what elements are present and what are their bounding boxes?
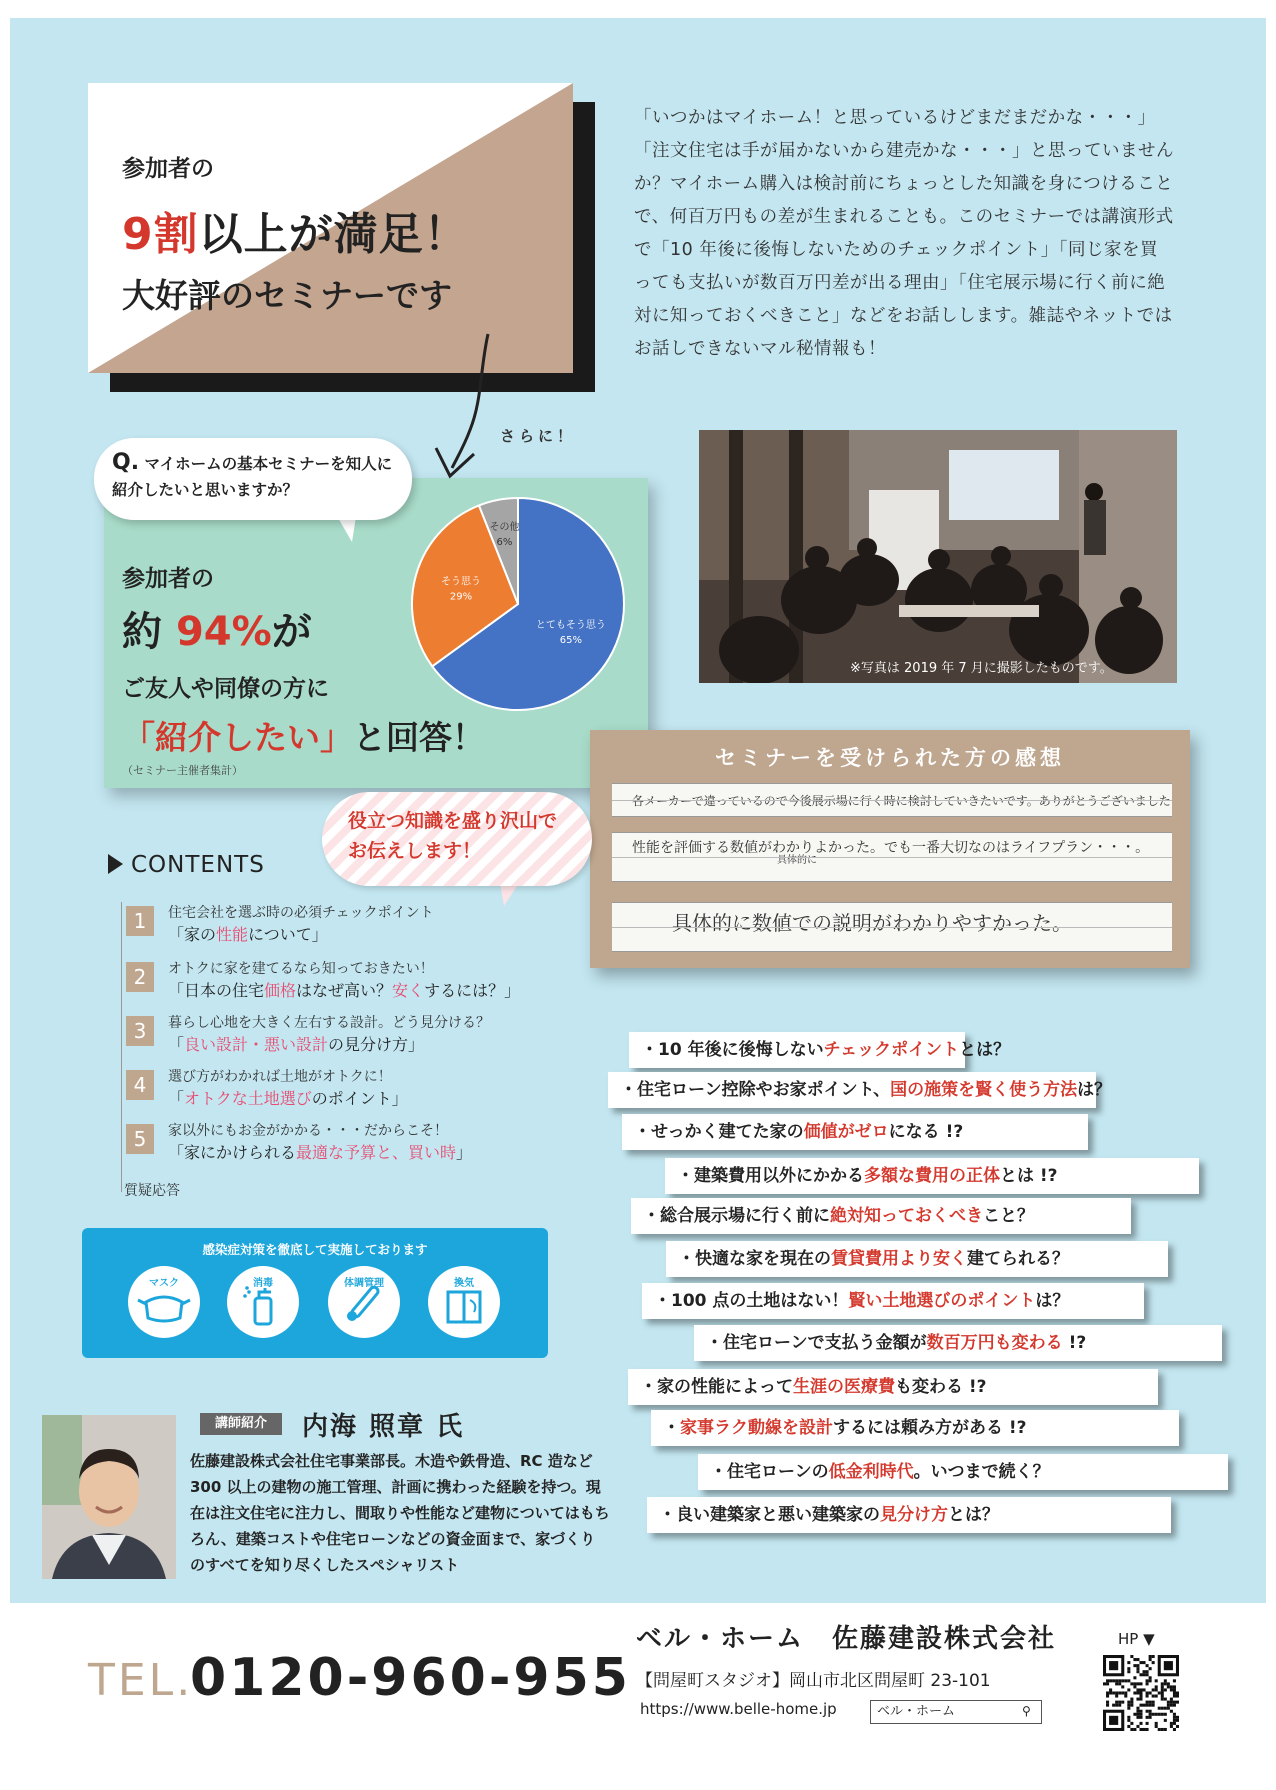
checklist-item <box>642 1283 1144 1319</box>
result-accent: 「紹介したい」 <box>122 718 353 757</box>
sanitizer-label: 消毒 <box>253 1278 273 1289</box>
contents-title-part: オトクな土地選び <box>184 1089 312 1108</box>
contents-divider <box>121 902 122 1192</box>
feedback-title: セミナーを受けられた方の感想 <box>715 746 1065 770</box>
qa-label: 質疑応答 <box>124 1183 180 1199</box>
company-address: 【問屋町スタジオ】岡山市北区問屋町 23-101 <box>636 1671 991 1691</box>
contents-title-part: のポイント」 <box>311 1089 408 1108</box>
contents-title-part: 性能 <box>216 925 249 944</box>
checklist-item-part: ・ <box>663 1418 680 1438</box>
lecturer-name: 内海 照章 氏 <box>302 1412 465 1442</box>
checklist-item-part: ・100 点の土地はない！ <box>654 1291 849 1311</box>
hp-label: HP ▼ <box>1118 1630 1155 1648</box>
pie-slice-value: 29% <box>449 591 473 603</box>
checklist-item <box>666 1241 1168 1277</box>
checklist-item-part: 建てられる？ <box>967 1249 1069 1269</box>
feedback-item-3: 具体的に数値での説明がわかりやすかった。 <box>612 902 1172 952</box>
contents-title <box>168 922 328 945</box>
checklist-item-part: は？ <box>1035 1291 1070 1311</box>
contents-title <box>168 1086 408 1109</box>
seminar-photo <box>699 430 1177 683</box>
contents-title-part: 最適な予算と、買い時 <box>296 1143 457 1162</box>
checklist-item-part: 生涯の医療費 <box>793 1377 895 1397</box>
contents-heading <box>108 852 265 878</box>
contents-subtitle: 選び方がわかれば土地がオトクに！ <box>168 1069 392 1085</box>
company-url[interactable]: https://www.belle-home.jp <box>640 1700 837 1718</box>
feedback-item-2-note: 具体的に <box>777 855 817 866</box>
checklist-item <box>651 1410 1179 1446</box>
headline-line1: 参加者の <box>122 156 214 182</box>
contents-subtitle: 住宅会社を選ぶ時の必須チェックポイント <box>168 905 434 921</box>
checklist-item <box>608 1072 1112 1108</box>
checklist-item-part: 。いつまで続く？ <box>913 1462 1050 1482</box>
result-pre: 約 <box>122 609 176 655</box>
photo-caption: ※写真は 2019 年 7 月に撮影したものです。 <box>850 661 1113 676</box>
checklist-item-part: ・総合展示場に行く前に <box>643 1206 830 1226</box>
checklist-item <box>665 1158 1199 1194</box>
checklist-item-part: とは？ <box>959 1040 1011 1060</box>
feedback-item-1: 各メーカーで違っているので今後展示場に行く時に検討していきたいです。ありがとうございました <box>612 783 1172 817</box>
search-box[interactable]: ベル・ホーム <box>870 1700 1042 1724</box>
contents-subtitle: オトクに家を建てるなら知っておきたい！ <box>168 961 434 977</box>
lecturer-bio: 佐藤建設株式会社住宅事業部長。木造や鉄骨造、RC 造など 300 以上の建物の施工管理、計画に携わった経験を持つ。現在は注文住宅に注力し、間取りや性能など建物についてはもちろん、建築コストや住宅ローンなどの資金面まで、家づくりのすべてを知り尽くしたスペシャリスト <box>190 1452 610 1574</box>
contents-title-part: はなぜ高い？ <box>296 981 393 1000</box>
headline-accent: 9割 <box>122 209 199 260</box>
checklist-item <box>622 1114 1088 1150</box>
contents-title-part: 「 <box>168 1035 185 1054</box>
headline-line2 <box>122 198 469 262</box>
play-triangle-icon <box>108 854 123 874</box>
contents-title <box>168 978 520 1001</box>
checklist-item-part: 国の施策を賢く使う方法 <box>890 1080 1078 1100</box>
checklist-item-part: ・建築費用以外にかかる <box>677 1166 864 1186</box>
checklist-item-part: ・10 年後に後悔しない <box>641 1040 824 1060</box>
pie-slice-value: 65% <box>559 634 583 646</box>
checklist-item-part: 数百万円も変わる <box>926 1333 1063 1353</box>
checklist-item-part: 見分け方 <box>880 1505 948 1525</box>
checklist-item-part: ・せっかく建てた家の <box>634 1122 804 1142</box>
info-bubble-text <box>348 806 588 866</box>
checklist-item-part: になる !? <box>888 1122 964 1142</box>
contents-title-part: 「家にかけられる <box>168 1143 297 1162</box>
checklist-item-part: 絶対知っておくべき <box>830 1206 983 1226</box>
checklist-item-part: ・快適な家を現在の <box>678 1249 831 1269</box>
contents-heading-label: CONTENTS <box>131 852 265 878</box>
company-name: ベル・ホーム 佐藤建設株式会社 <box>636 1624 1057 1654</box>
extra-label: さらに！ <box>500 427 577 445</box>
lecturer-avatar <box>42 1415 176 1579</box>
qr-code[interactable] <box>1103 1655 1179 1731</box>
result-line2 <box>122 600 312 657</box>
contents-title <box>168 1032 424 1055</box>
contents-number: 5 <box>126 1124 154 1154</box>
pie-chart <box>408 494 628 714</box>
checklist-item-part: 家事ラク動線を設計 <box>680 1418 833 1438</box>
contents-title-part: 良い設計・悪い設計 <box>184 1035 329 1054</box>
checklist-item-part: ・住宅ローンで支払う金額が <box>706 1333 927 1353</box>
contents-title-part: 「 <box>168 1089 185 1108</box>
result-line1: 参加者の <box>122 566 214 592</box>
checklist-item-part: ・住宅ローンの <box>710 1462 829 1482</box>
contents-title-part: 「日本の住宅 <box>168 981 265 1000</box>
contents-subtitle: 暮らし心地を大きく左右する設計。どう見分ける？ <box>168 1015 490 1031</box>
result-line4 <box>122 712 485 759</box>
result-tail: と回答！ <box>353 718 485 757</box>
question-text <box>112 450 402 503</box>
checklist-item-part: 賢い土地選びのポイント <box>848 1291 1036 1311</box>
checklist-item-part: 賃貸費用より安く <box>831 1249 967 1269</box>
question-mark: Q. <box>112 450 140 475</box>
contents-title-part: 「家の <box>168 925 217 944</box>
feedback-item-2-text: 性能を評価する数値がわかりよかった。でも一番大切なのはライフプラン・・・。 <box>632 840 1150 856</box>
down-arrow-icon <box>430 330 510 490</box>
checklist-item-part: 価値がゼロ <box>803 1122 889 1142</box>
window-label: 換気 <box>454 1278 474 1289</box>
checklist-item <box>631 1198 1131 1234</box>
headline-line3: 大好評のセミナーです <box>122 276 452 315</box>
contents-title-part: について」 <box>248 925 328 944</box>
pie-slice-value: 6% <box>496 537 513 549</box>
checklist-item <box>694 1325 1222 1361</box>
intro-text: 「いつかはマイホーム！と思っているけどまだまだかな・・・」「注文住宅は手が届かないから建売かな・・・」と思っていませんか？マイホーム購入は検討前にちょっとした知識を身につけることで、何百万円もの差が生まれることも。このセミナーでは講演形式で「10 年後に後悔しないためのチェックポイント」「同じ家を買っても支払いが数百万円差が出る理由」「住宅展示場に行く前に絶対に知っておくべきこと」などをお話しします。雑誌やネットではお話しできないマル秘情報も！ <box>634 108 1174 359</box>
headline-line2-rest: 以上が満足！ <box>198 209 469 260</box>
tel-number[interactable]: 0120-960-955 <box>190 1648 631 1708</box>
lecturer-tag: 講師紹介 <box>200 1413 282 1435</box>
contents-title-part: の見分け方」 <box>328 1035 425 1054</box>
checklist-item <box>628 1369 1158 1405</box>
tel-label: TEL. <box>88 1655 194 1706</box>
contents-title-part: するには？」 <box>424 981 521 1000</box>
contents-subtitle: 家以外にもお金がかかる・・・だからこそ！ <box>168 1123 448 1139</box>
feedback-item-2 <box>612 832 1172 882</box>
contents-number: 3 <box>126 1016 154 1046</box>
result-note: （セミナー主催者集計） <box>122 764 243 777</box>
checklist-item-part: とは？ <box>948 1505 999 1525</box>
result-percentage: 94% <box>175 609 272 655</box>
contents-title-part: 」 <box>456 1143 473 1162</box>
checklist-item-part: も変わる !? <box>895 1377 987 1397</box>
checklist-item-part: するには頼み方がある !? <box>833 1418 1027 1438</box>
contents-number: 2 <box>126 962 154 992</box>
contents-title-part: 価格 <box>264 981 297 1000</box>
contents-title <box>168 1140 472 1163</box>
checklist-item-part: チェックポイント <box>823 1040 960 1060</box>
checklist-item-part: ・家の性能によって <box>640 1377 793 1397</box>
result-post: が <box>271 609 312 655</box>
pie-slice-label: そう思う <box>440 576 481 588</box>
checklist-item-part: !? <box>1062 1333 1087 1353</box>
checklist-item-part: 多額な費用の正体 <box>864 1166 1000 1186</box>
info-bubble-line2: お伝えします！ <box>348 840 482 862</box>
checklist-item <box>647 1497 1171 1533</box>
result-line3: ご友人や同僚の方に <box>122 676 329 702</box>
search-icon[interactable]: ⚲ <box>1022 1704 1031 1718</box>
checklist-item-part: ・住宅ローン控除やお家ポイント、 <box>620 1080 891 1100</box>
pie-slice-label: とてもそう思う <box>535 619 606 631</box>
contents-number: 1 <box>126 906 154 936</box>
infection-title: 感染症対策を徹底して実施しております <box>202 1242 428 1257</box>
checklist-item-part: こと？ <box>983 1206 1034 1226</box>
contents-title-part: 安く <box>392 981 425 1000</box>
question-body: マイホームの基本セミナーを知人に紹介したいと思いますか？ <box>112 455 393 499</box>
info-bubble-line1: 役立つ知識を盛り沢山で <box>348 810 558 832</box>
checklist-item <box>629 1032 1011 1068</box>
pie-slice-label: その他 <box>489 522 520 534</box>
contents-number: 4 <box>126 1070 154 1100</box>
mask-label: マスク <box>149 1278 179 1289</box>
checklist-item-part: 低金利時代 <box>828 1462 914 1482</box>
checklist-item-part: ・良い建築家と悪い建築家の <box>659 1505 880 1525</box>
checklist-item-part: とは !? <box>1000 1166 1058 1186</box>
thermometer-label: 体調管理 <box>344 1278 384 1289</box>
checklist-item-part: は？ <box>1077 1080 1112 1100</box>
checklist-item <box>698 1454 1228 1490</box>
